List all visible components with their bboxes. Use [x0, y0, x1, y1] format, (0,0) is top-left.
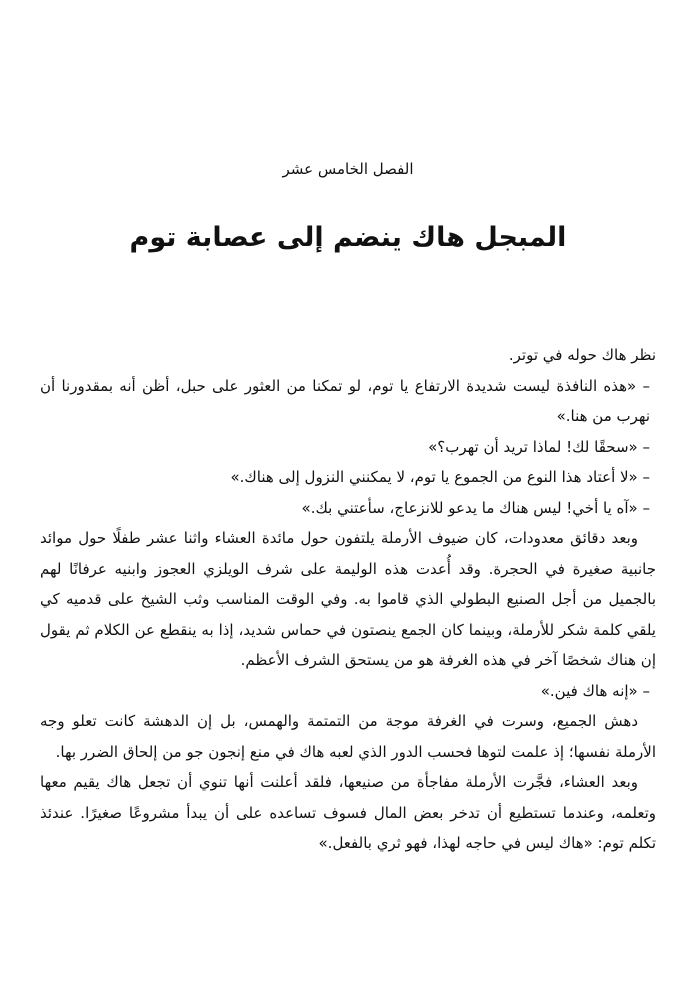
chapter-label: الفصل الخامس عشر [282, 160, 414, 178]
paragraph-narration: دهش الجميع، وسرت في الغرفة موجة من التمتمة والهمس، بل إن الدهشة كانت تعلو وجه الأرملة نفسها؛ إذ علمت لتوها فحسب الدور الذي لعبه هاك في منع إنجون جو من إلحاق الضرر بها. [40, 712, 656, 761]
dialogue-line: – «هذه النافذة ليست شديدة الارتفاع يا توم، لو تمكنا من العثور على حبل، أظن أنه بمقدورنا أن نهرب من هنا.» [40, 376, 650, 425]
paragraph-narration: وبعد العشاء، فجَّرت الأرملة مفاجأة من صنيعها، فلقد أعلنت أنها تنوي أن تجعل هاك يقيم معها وتعلمه، وعندما تستطيع أن تدخر بعض المال فسوف تساعده على أن يبدأ مشروعًا صغيرًا. عندئذ تكلم توم: «هاك ليس في حاجه لهذا، فهو ثري بالفعل.» [40, 773, 656, 852]
dialogue-line: – «لا أعتاد هذا النوع من الجموع يا توم، لا يمكنني النزول إلى هناك.» [230, 468, 650, 486]
dialogue-line: – «سحقًا لك! لماذا تريد أن تهرب؟» [428, 437, 650, 456]
paragraph-opening: نظر هاك حوله في توتر. [508, 346, 656, 364]
paragraph-narration: وبعد دقائق معدودات، كان ضيوف الأرملة يلتفون حول مائدة العشاء واثنا عشر طفلًا حول موائد جانبية صغيرة في الحجرة. وقد أُعدت هذه الوليمة على شرف الويلزي العجوز وابنيه عرفانًا لهم بالجميل من أجل الصنيع البطولي الذي قاموا به. وفي الوقت المناسب وثب الشيخ على قدميه كي يلقي كلمة شكر للأرملة، وبينما كان الجمع ينصتون في حماس شديد، إذا به ينقطع عن الكلام ثم يقول إن هناك شخصًا آخر في هذه الغرفة هو من يستحق الشرف الأعظم. [40, 529, 656, 669]
dialogue-line: – «آه يا أخي! ليس هناك ما يدعو للانزعاج، سأعتني بك.» [301, 498, 650, 517]
chapter-title: المبجل هاك ينضم إلى عصابة توم [129, 222, 567, 253]
chapter-body [40, 340, 656, 859]
dialogue-line: – «إنه هاك فين.» [540, 681, 650, 700]
